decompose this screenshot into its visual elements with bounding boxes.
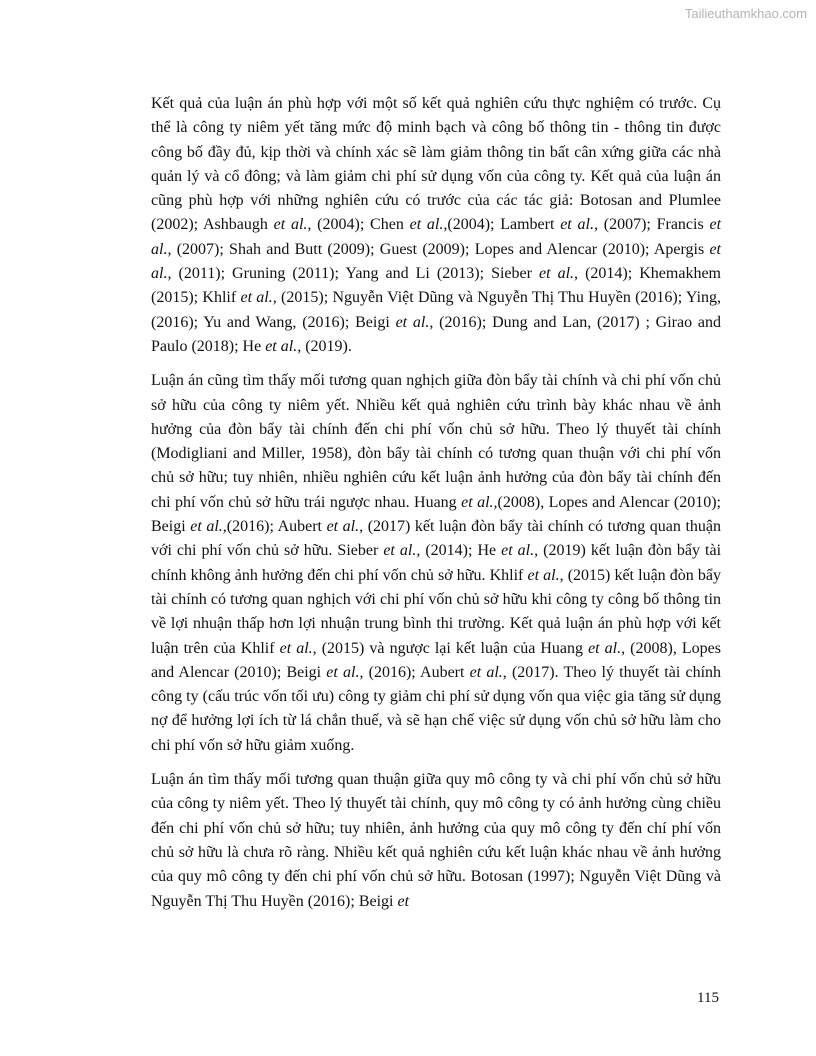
italic-text: et al. [279, 639, 313, 657]
italic-text: et al. [326, 663, 360, 681]
italic-text: et al. [527, 566, 560, 584]
text-run: Luận án tìm thấy mối tương quan thuận giữa quy mô công ty và chi phí vốn chủ sở hữu của công ty niêm yết. Theo lý thuyết tài chính, quy mô công ty có ảnh hưởng cùng chiều đến chi phí vốn chủ sở hữu; tuy nhiên, ảnh hưởng của quy mô công ty đến chí phí vốn chủ sở hữu là chưa rõ ràng. Nhiều kết quả nghiên cứu kết luận khác nhau về ảnh hưởng của quy mô công ty đến chi phí vốn chủ sở hữu. Botosan (1997); Nguyễn Việt Dũng và Nguyễn Thị Thu Huyền (2016); Beigi [151, 771, 721, 910]
text-run: , (2015) và ngược lại kết luận của Huang [312, 639, 589, 657]
text-run: (2004); Lambert [447, 216, 561, 234]
text-run: (2014); Khemakhem (2015); Khlif [151, 265, 721, 307]
italic-text: et al., [326, 518, 364, 536]
italic-text: et [397, 892, 410, 910]
text-run: (2016); Aubert [226, 518, 327, 536]
text-run: (2014); He [420, 542, 502, 560]
text-run: , (2016); Aubert [359, 663, 470, 681]
page-number: 115 [697, 990, 719, 1006]
italic-text: et al., [395, 313, 434, 331]
italic-text: et al., [273, 216, 312, 234]
italic-text: et al. [588, 639, 622, 657]
italic-text: et al., [151, 216, 722, 258]
italic-text: et al., [539, 265, 579, 283]
text-run: (2007); Shah and Butt (2009); Guest (2009); Lopes and Alencar (2010); Apergis [171, 240, 710, 258]
text-run: (2015); Nguyễn Việt Dũng và Nguyễn Thị Thu Huyền (2016); Ying, (2016); Yu and Wang, (2016); Beigi [151, 289, 722, 331]
text-run: (2019) kết luận đòn bẩy tài chính không ảnh hưởng đến chi phí vốn chủ sở hữu. Khlif [151, 542, 722, 584]
italic-text: et al. [469, 663, 503, 681]
italic-text: et al., [265, 337, 302, 355]
text-run: Luận án cũng tìm thấy mối tương quan nghịch giữa đòn bẩy tài chính và chi phí vốn chủ sở hữu của công ty niêm yết. Nhiều kết quả nghiên cứu trình bày khác nhau về ảnh hưởng của đòn bẩy tài chính đến chi phí vốn chủ sở hữu. Theo lý thuyết tài chính (Modigliani and Miller, 1958), đòn bẩy tài chính có tương quan thuận với chi phí vốn chủ sở hữu; tuy nhiên, nhiều nghiên cứu kết luận ảnh hưởng của đòn bẩy tài chính đến chi phí vốn chủ sở hữu trái ngược nhau. Huang [151, 372, 721, 511]
paragraph [151, 369, 721, 758]
italic-text: et al., [501, 542, 539, 560]
text-run: Kết quả của luận án phù hợp với một số kết quả nghiên cứu thực nghiệm có trước. Cụ thể là công ty niêm yết tăng mức độ minh bạch và công bố thông tin - thông tin được công bố đầy đủ, kịp thời và chính xác sẽ làm giảm thông tin bất cân xứng giữa các nhà quản lý và cổ đông; và làm giảm chi phí sử dụng vốn của công ty. Kết quả của luận án cũng phù hợp với những nghiên cứu có trước của các tác giả: Botosan and Plumlee (2002); Ashbaugh [151, 95, 721, 234]
text-run: (2016); Dung and Lan, (2017) ; Girao and Paulo (2018); He [151, 313, 722, 355]
text-run: (2011); Gruning (2011); Yang and Li (2013); Sieber [171, 265, 539, 283]
document-body [151, 92, 721, 924]
text-run: (2017) kết luận đòn bẩy tài chính có tương quan thuận với chi phí vốn chủ sở hữu. Sieber [151, 518, 722, 560]
italic-text: et al., [461, 493, 498, 511]
text-run: (2004); Chen [311, 216, 410, 234]
text-run: (2019). [301, 337, 352, 355]
italic-text: et al., [560, 216, 598, 234]
italic-text: et al., [409, 216, 448, 234]
italic-text: et al., [190, 518, 227, 536]
italic-text: et al., [383, 542, 421, 560]
text-run: (2008), Lopes and Alencar (2010); Beigi [151, 493, 721, 536]
text-run: , (2015) kết luận đòn bẩy tài chính có tương quan nghịch với chi phí vốn chủ sở hữu khi công ty công bố thông tin về lợi nhuận thấp hơn lợi nhuận trung bình thi trường. Kết quả luận án phù hợp với kết luận trên của Khlif [151, 566, 721, 657]
paragraph [151, 92, 721, 359]
text-run: (2007); Francis [597, 216, 710, 234]
paragraph [151, 768, 721, 914]
watermark: Tailieuthamkhao.com [684, 6, 807, 21]
italic-text: et al., [240, 289, 277, 307]
text-run: , (2017). Theo lý thuyết tài chính công ty (cấu trúc vốn tối ưu) công ty giảm chi phí sử dụng vốn qua việc gia tăng sử dụng nợ để hưởng lợi ích từ lá chắn thuế, và sẽ hạn chế việc sử dụng vốn chủ sở hữu làm cho chi phí vốn sở hữu giảm xuống. [151, 663, 722, 754]
italic-text: et al., [151, 240, 721, 283]
text-run: , (2008), Lopes and Alencar (2010); Beigi [151, 639, 721, 681]
